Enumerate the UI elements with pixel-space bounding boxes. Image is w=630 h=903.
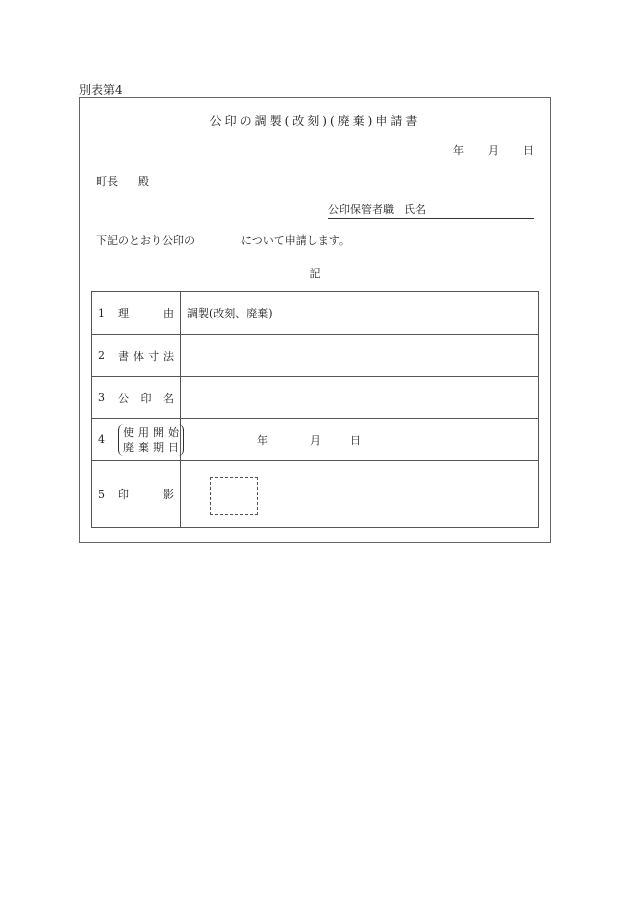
date-year: 年 <box>453 144 464 157</box>
label-char: 由 <box>163 307 174 320</box>
date-day: 日 <box>523 144 534 157</box>
application-form <box>79 97 551 543</box>
row-label-text <box>118 305 174 321</box>
label-line-disposal <box>123 440 179 455</box>
row-date-month: 月 <box>310 433 321 447</box>
label-char: 法 <box>163 349 174 363</box>
applicant-position: 公印保管者職 <box>328 203 394 216</box>
label-char: 印 <box>118 488 129 501</box>
applicant-line <box>328 201 534 219</box>
reason-value: 調製(改刻、廃棄) <box>187 307 273 320</box>
applicant-name-label: 氏名 <box>404 203 426 216</box>
row-label-text <box>118 390 174 406</box>
row-label <box>92 377 181 418</box>
table-row <box>92 376 538 418</box>
label-char: 体 <box>133 349 144 363</box>
font-size-value <box>181 335 538 376</box>
label-char: 棄 <box>138 440 149 454</box>
page-label: 別表第4 <box>79 83 123 97</box>
row-label-text <box>118 348 174 364</box>
table-row <box>92 460 538 527</box>
date-month: 月 <box>488 144 499 157</box>
label-char: 用 <box>138 425 149 439</box>
label-char: 書 <box>118 349 129 363</box>
table-row <box>92 418 538 460</box>
row-number: 1 <box>98 306 105 320</box>
row-date-day: 日 <box>350 433 361 447</box>
addressee-honorific: 殿 <box>138 175 149 188</box>
seal-impression-value <box>181 461 538 527</box>
row-label-text <box>118 486 174 502</box>
row-label <box>92 292 181 334</box>
table-row <box>92 334 538 376</box>
addressee-name: 町長 <box>96 175 118 188</box>
bracketed-label <box>118 424 184 456</box>
seal-name-value <box>181 377 538 418</box>
form-title: 公印の調製(改刻)(廃棄)申請書 <box>209 114 421 128</box>
details-table <box>91 291 539 528</box>
intro-after: について申請します。 <box>241 234 350 247</box>
row-number: 3 <box>98 391 105 404</box>
row-label <box>92 461 181 527</box>
addressee <box>96 173 149 189</box>
label-char: 開 <box>153 425 164 439</box>
label-char: 公 <box>118 391 129 405</box>
row-date <box>257 432 361 448</box>
label-char: 理 <box>118 307 129 320</box>
label-line-start <box>123 425 179 440</box>
seal-impression-box <box>210 477 258 515</box>
label-char: 印 <box>140 391 152 405</box>
date-value <box>181 419 538 460</box>
row-number: 2 <box>98 349 105 362</box>
label-char: 使 <box>123 425 134 439</box>
intro-before: 下記のとおり公印の <box>96 234 195 247</box>
row-number: 5 <box>98 487 105 501</box>
table-row <box>92 292 538 334</box>
row-date-year: 年 <box>257 433 268 447</box>
label-char: 影 <box>163 488 174 501</box>
row-label <box>92 335 181 376</box>
label-char: 日 <box>168 440 179 454</box>
label-char: 廃 <box>123 440 134 454</box>
row-label <box>92 419 181 460</box>
label-char: 期 <box>153 440 164 454</box>
ki-heading: 記 <box>309 267 321 280</box>
label-char: 始 <box>168 425 179 439</box>
label-char: 名 <box>163 391 174 405</box>
label-char: 寸 <box>148 349 159 363</box>
intro-sentence <box>96 232 350 248</box>
application-date <box>453 142 534 158</box>
row-number: 4 <box>98 433 105 446</box>
